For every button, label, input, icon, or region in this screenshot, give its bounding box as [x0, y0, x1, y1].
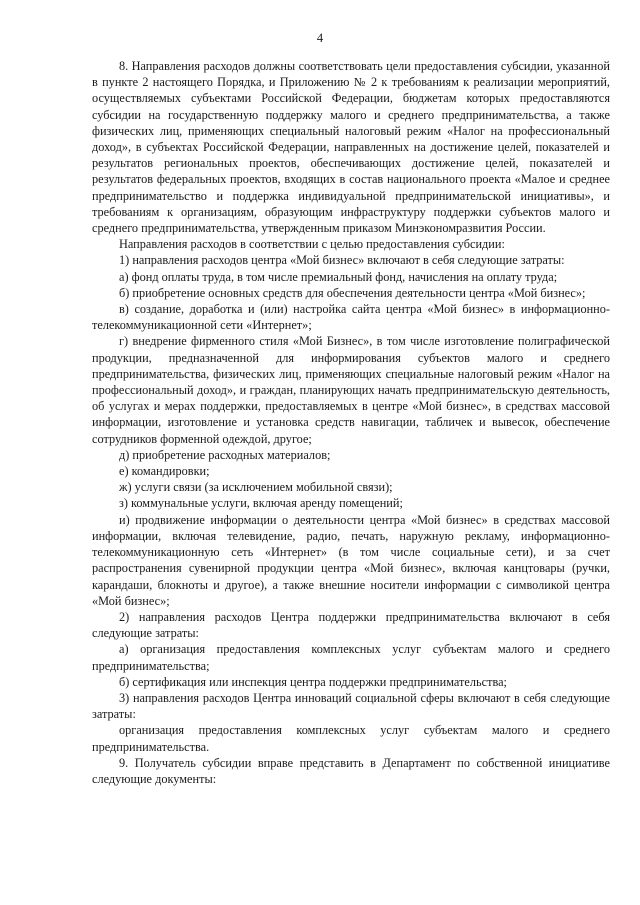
- paragraph-1-v: в) создание, доработка и (или) настройка сайта центра «Мой бизнес» в информационно-телекоммуникационной сети «Интернет»;: [92, 302, 610, 333]
- paragraph-1-g: г) внедрение фирменного стиля «Мой Бизнес», в том числе изготовление полиграфической продукции, предназначенной для информирования субъектов малого и среднего предпринимательства, физических лиц, применяющих специальные налоговый режим «Налог на профессиональный доход», и граждан, планирующих начать предпринимательскую деятельность, об услугах и мерах поддержки, предоставляемых в центре «Мой бизнес», в средствах массовой информации, изготовление и установка средств навигации, табличек и вывесок, обеспечение сотрудников форменной одеждой, другое;: [92, 334, 610, 446]
- document-body: [92, 58, 610, 787]
- paragraph-1-d: д) приобретение расходных материалов;: [119, 447, 331, 462]
- paragraph-1-a: а) фонд оплаты труда, в том числе премиальный фонд, начисления на оплату труда;: [119, 269, 558, 284]
- paragraph-1-i: и) продвижение информации о деятельности центра «Мой бизнес» в средствах массовой информации, включая телевидение, радио, печать, наружную рекламу, информационно-телекоммуникационную сеть «Интернет» (в том числе социальные сети), и за счет распространения сувенирной продукции центра «Мой бизнес», включая канцтовары (ручки, карандаши, блокноты и другое), а также внешние носители информации с символикой центра «Мой бизнес»;: [92, 512, 610, 608]
- paragraph-3-innovation-center: 3) направления расходов Центра инноваций социальной сферы включают в себя следующие затраты:: [92, 690, 610, 722]
- paragraph-expense-directions: Направления расходов в соответствии с целью предоставления субсидии:: [119, 237, 505, 252]
- paragraph-item-9: 9. Получатель субсидии вправе представить в Департамент по собственной инициативе следующие документы:: [92, 755, 610, 786]
- paragraph-1-z: з) коммунальные услуги, включая аренду помещений;: [119, 496, 403, 511]
- paragraph-2-b: б) сертификация или инспекция центра поддержки предпринимательства;: [119, 674, 507, 689]
- paragraph-2-support-center: 2) направления расходов Центра поддержки предпринимательства включают в себя следующие затраты:: [92, 609, 610, 641]
- page-number: 4: [316, 31, 324, 45]
- paragraph-item-8: 8. Направления расходов должны соответствовать цели предоставления субсидии, указанной в пункте 2 настоящего Порядка, и Приложению № 2 к требованиям к реализации мероприятий, осуществляемых субъектами Российской Федерации, бюджетам которых предоставляются субсидии на государственную поддержку малого и среднего предпринимательства, а также физических лиц, применяющих специальный налоговый режим «Налог на профессиональный доход», в субъектах Российской Федерации, направленных на достижение целей, показателей и результатов региональных проектов, обеспечивающих достижение целей, показателей и результатов федеральных проектов, входящих в состав национального проекта «Малое и среднее предпринимательство и поддержка индивидуальной предпринимательской инициативы», и требованиям к организациям, образующим инфраструктуру поддержки субъектов малого и среднего предпринимательства, утвержденным приказом Минэкономразвития России.: [92, 59, 610, 236]
- paragraph-1-e: е) командировки;: [119, 464, 210, 479]
- paragraph-1-b: б) приобретение основных средств для обеспечения деятельности центра «Мой бизнес»;: [119, 285, 586, 300]
- paragraph-1-zh: ж) услуги связи (за исключением мобильной связи);: [119, 480, 393, 495]
- paragraph-1-moy-biznes: 1) направления расходов центра «Мой бизнес» включают в себя следующие затраты:: [119, 253, 565, 268]
- paragraph-2-a: а) организация предоставления комплексных услуг субъектам малого и среднего предпринимательства;: [92, 642, 610, 673]
- paragraph-3-organization: организация предоставления комплексных услуг субъектам малого и среднего предпринимательства.: [92, 723, 610, 754]
